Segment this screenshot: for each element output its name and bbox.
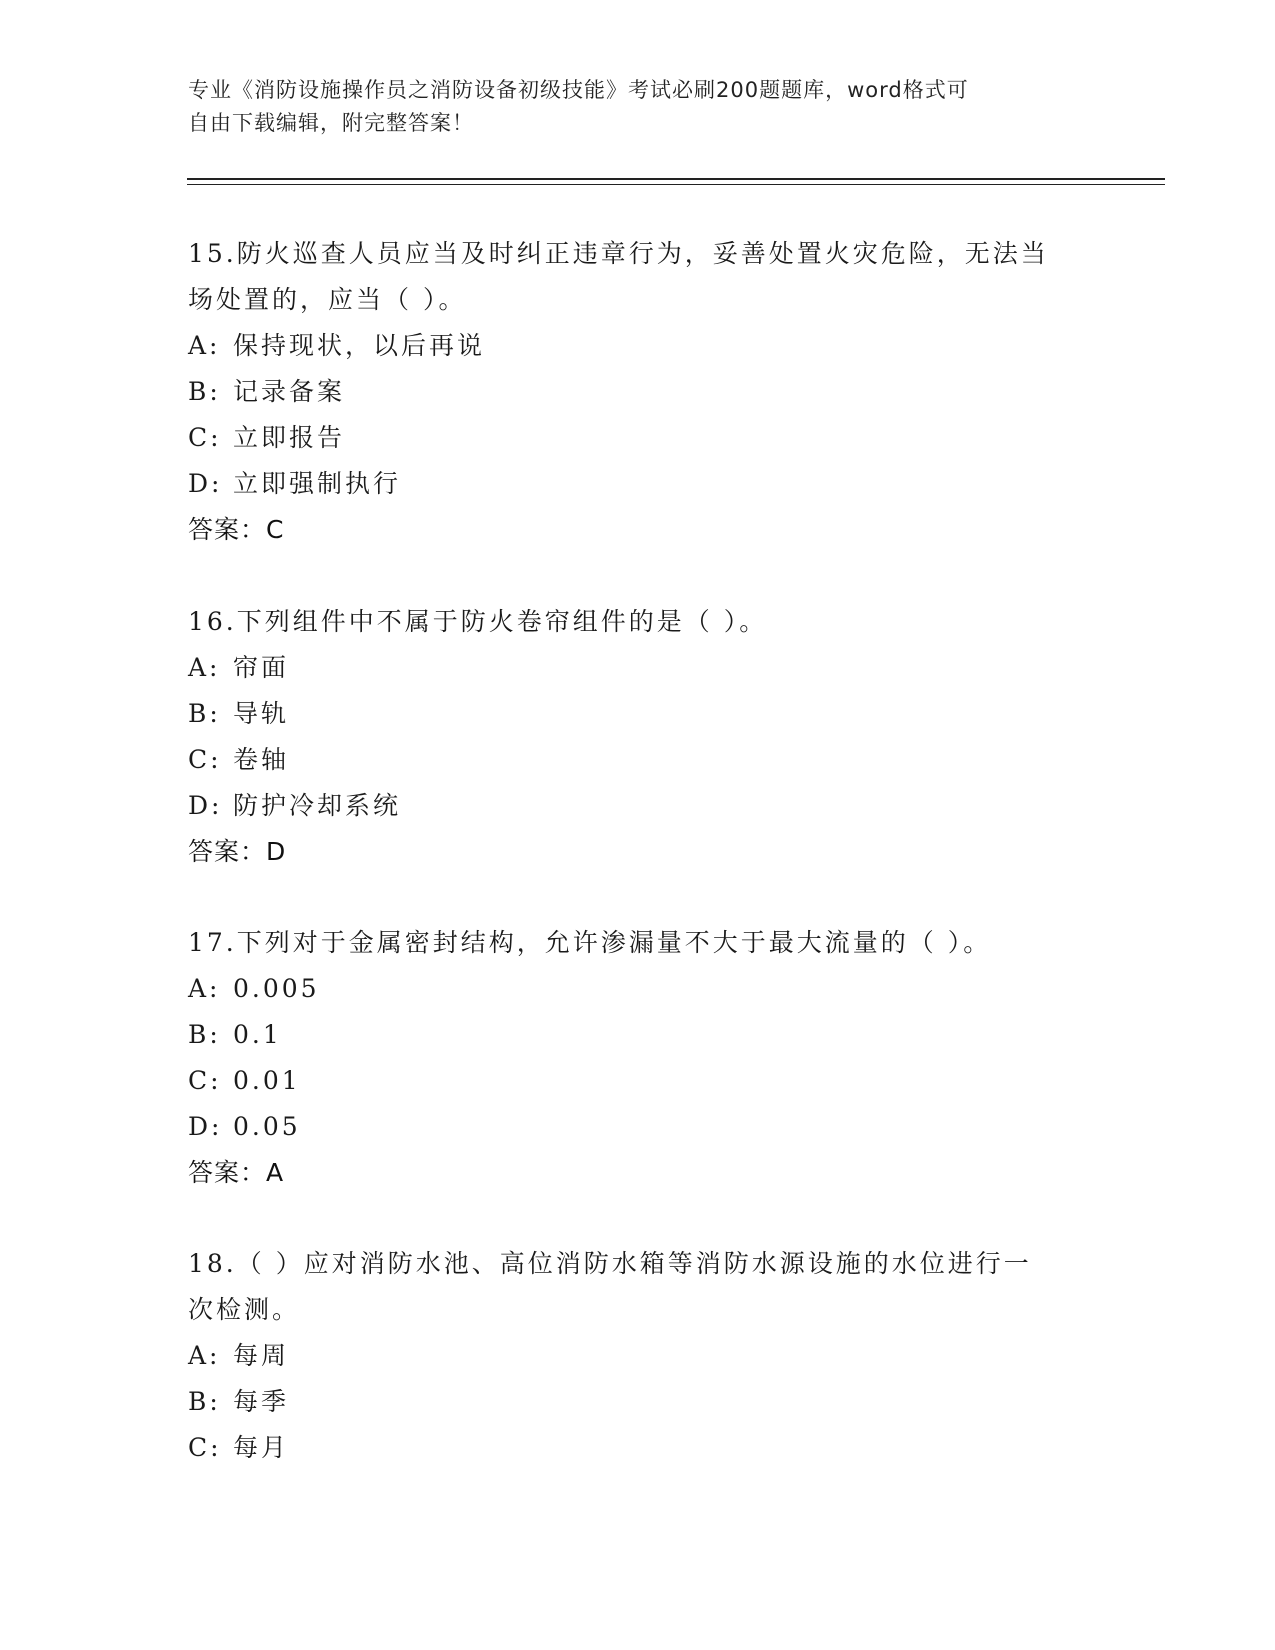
option-text: 立即报告 bbox=[233, 423, 346, 452]
option-letter: B: bbox=[188, 1387, 221, 1416]
option-letter: C: bbox=[188, 423, 222, 452]
question-stem-line-1: 16.下列组件中不属于防火卷帘组件的是（ ）。 bbox=[188, 607, 768, 636]
option-letter: A: bbox=[188, 653, 221, 682]
question-stem bbox=[188, 1241, 1088, 1333]
option-d bbox=[188, 461, 1088, 507]
option-text: 立即强制执行 bbox=[233, 469, 402, 498]
answer-line: 答案：D bbox=[188, 837, 287, 866]
option-b bbox=[188, 1379, 1088, 1425]
option-text: 记录备案 bbox=[233, 377, 346, 406]
option-text: 导轨 bbox=[233, 699, 290, 728]
option-text: 卷轴 bbox=[233, 745, 290, 774]
option-text: 帘面 bbox=[233, 653, 290, 682]
option-c bbox=[188, 1058, 1088, 1104]
option-letter: A: bbox=[188, 974, 221, 1003]
option-c bbox=[188, 737, 1088, 783]
option-letter: D: bbox=[188, 1112, 223, 1141]
option-b bbox=[188, 1012, 1088, 1058]
option-d bbox=[188, 783, 1088, 829]
header-line-2: 自由下载编辑，附完整答案！ bbox=[188, 111, 474, 135]
question-stem-line-1: 15.防火巡查人员应当及时纠正违章行为，妥善处置火灾危险，无法当 bbox=[188, 239, 1049, 268]
option-letter: C: bbox=[188, 1433, 222, 1462]
answer-line: 答案：A bbox=[188, 1158, 285, 1187]
option-text: 防护冷却系统 bbox=[233, 791, 402, 820]
option-text: 0.1 bbox=[233, 1020, 282, 1049]
option-text: 0.05 bbox=[233, 1112, 301, 1141]
option-letter: D: bbox=[188, 791, 223, 820]
option-letter: A: bbox=[188, 331, 221, 360]
question-18 bbox=[188, 1241, 1088, 1471]
option-letter: C: bbox=[188, 745, 222, 774]
option-text: 每季 bbox=[233, 1387, 290, 1416]
option-text: 每周 bbox=[233, 1341, 290, 1370]
option-a bbox=[188, 323, 1088, 369]
option-c bbox=[188, 415, 1088, 461]
question-stem bbox=[188, 231, 1088, 323]
option-letter: C: bbox=[188, 1066, 222, 1095]
header-divider-thick bbox=[187, 178, 1165, 180]
option-letter: D: bbox=[188, 469, 223, 498]
option-text: 0.01 bbox=[233, 1066, 301, 1095]
question-stem-line-1: 18.（ ）应对消防水池、高位消防水箱等消防水源设施的水位进行一 bbox=[188, 1249, 1032, 1278]
option-text: 保持现状，以后再说 bbox=[233, 331, 486, 360]
option-a bbox=[188, 1333, 1088, 1379]
option-d bbox=[188, 1104, 1088, 1150]
question-stem bbox=[188, 599, 1088, 645]
option-letter: B: bbox=[188, 377, 221, 406]
question-stem-line-1: 17.下列对于金属密封结构，允许渗漏量不大于最大流量的（ ）。 bbox=[188, 928, 992, 957]
option-a bbox=[188, 966, 1088, 1012]
header-line-1: 专业《消防设施操作员之消防设备初级技能》考试必刷200题题库，word格式可 bbox=[188, 78, 969, 102]
option-b bbox=[188, 369, 1088, 415]
option-letter: A: bbox=[188, 1341, 221, 1370]
option-letter: B: bbox=[188, 699, 221, 728]
header-divider-thin bbox=[187, 184, 1165, 185]
option-c bbox=[188, 1425, 1088, 1471]
option-text: 每月 bbox=[233, 1433, 290, 1462]
question-16 bbox=[188, 599, 1088, 875]
option-letter: B: bbox=[188, 1020, 221, 1049]
option-b bbox=[188, 691, 1088, 737]
question-stem-line-2: 场处置的，应当（ ）。 bbox=[188, 285, 467, 314]
question-15 bbox=[188, 231, 1088, 553]
question-17 bbox=[188, 920, 1088, 1196]
option-a bbox=[188, 645, 1088, 691]
option-text: 0.005 bbox=[233, 974, 320, 1003]
question-stem bbox=[188, 920, 1088, 966]
document-header bbox=[188, 74, 1088, 140]
answer-line: 答案：C bbox=[188, 515, 285, 544]
question-stem-line-2: 次检测。 bbox=[188, 1295, 301, 1324]
